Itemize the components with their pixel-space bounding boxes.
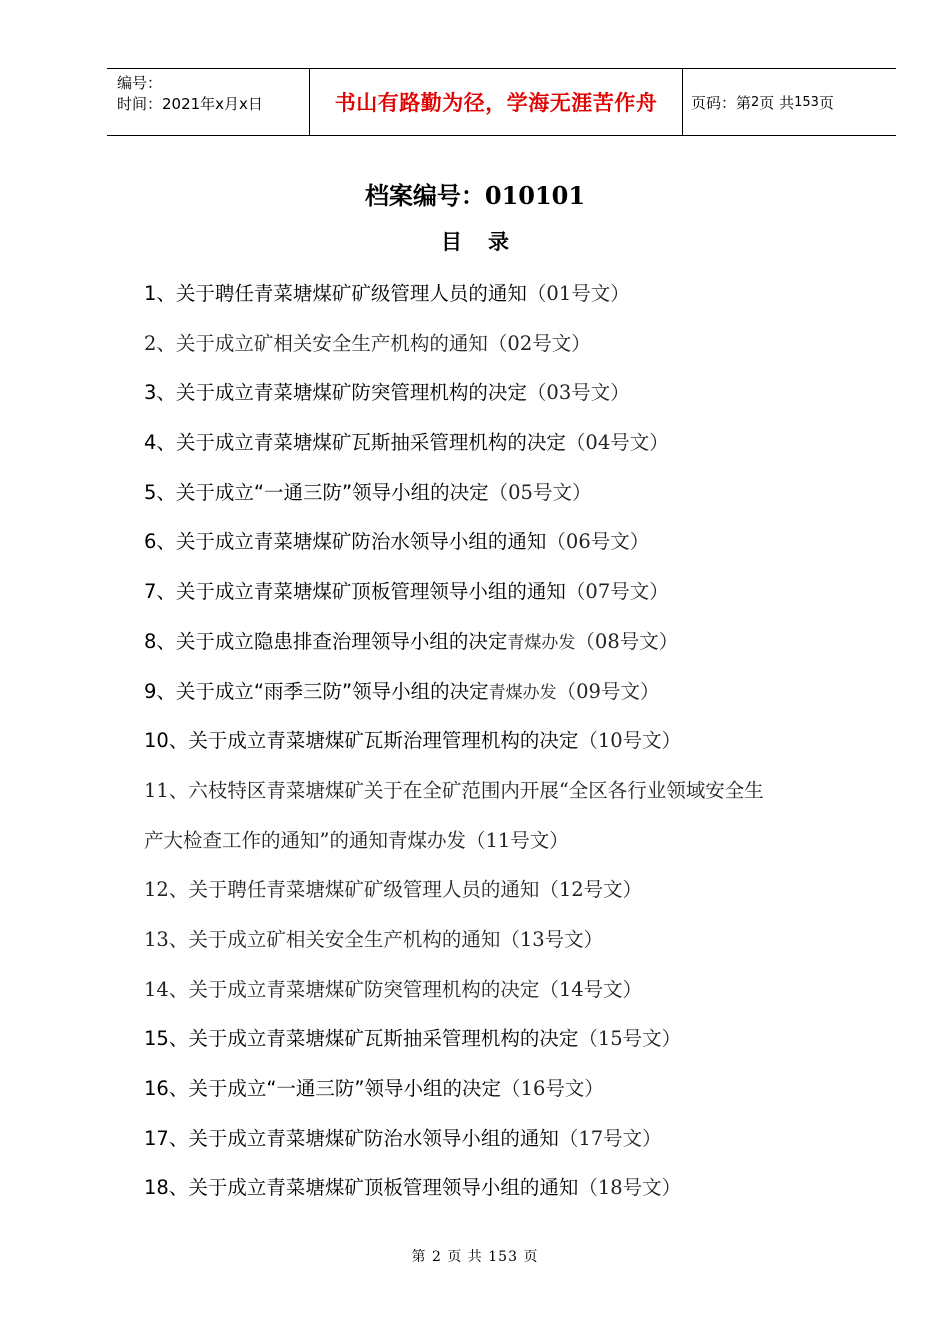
toc-item-title: 8、关于成立隐患排查治理领导小组的决定: [144, 629, 508, 653]
toc-item-title: 16、关于成立“一通三防”领导小组的决定: [144, 1077, 502, 1100]
footer-page-suffix: 页: [523, 1249, 539, 1265]
toc-item-ref: （04号文）: [565, 431, 669, 455]
footer-page-prefix: 第: [411, 1249, 427, 1265]
header-meta: [107, 69, 310, 135]
toc-item-ref: （11号文）: [465, 828, 569, 852]
toc-item: [144, 719, 864, 769]
header-page-prefix: 页码：第: [691, 93, 752, 112]
toc-item-title: 10、关于成立青菜塘煤矿瓦斯治理管理机构的决定: [144, 729, 579, 753]
toc-item: [144, 868, 864, 918]
toc-item-issuer: 青煤办发: [507, 632, 576, 653]
toc-item-title: 7、关于成立青菜塘煤矿顶板管理领导小组的通知: [144, 580, 566, 604]
toc-item-ref: （10号文）: [578, 729, 682, 753]
toc-item-ref: （07号文）: [565, 580, 669, 604]
document-number-label: 编号：: [117, 74, 163, 92]
toc-item-ref: （01号文）: [526, 282, 630, 305]
toc-item: [144, 670, 864, 720]
toc-item-title: 11、六枝特区青菜塘煤矿关于在全矿范围内开展“全区各行业领域安全生: [144, 778, 764, 802]
footer-page-mid: 页 共: [447, 1249, 483, 1265]
toc-item-title: 17、关于成立青菜塘煤矿防治水领导小组的通知: [144, 1126, 559, 1150]
toc-item-ref: （15号文）: [578, 1027, 682, 1051]
toc-item: [144, 1017, 864, 1067]
toc-item-title: 4、关于成立青菜塘煤矿瓦斯抽采管理机构的决定: [144, 431, 566, 455]
toc-item: [144, 421, 864, 471]
header-page-info: [683, 69, 896, 135]
toc-item: [144, 520, 864, 570]
header-page-suffix: 页: [818, 93, 834, 112]
toc-item-title: 15、关于成立青菜塘煤矿瓦斯抽采管理机构的决定: [144, 1027, 579, 1051]
toc-item-title: 5、关于成立“一通三防”领导小组的决定: [144, 480, 489, 504]
page-header: [107, 68, 896, 136]
toc-item: [144, 1067, 864, 1117]
page-footer: [0, 1246, 950, 1266]
toc-item-ref: （02号文）: [487, 331, 591, 355]
footer-page-current: 2: [431, 1249, 442, 1265]
toc-item: [144, 769, 864, 819]
toc-item-title: 14、关于成立青菜塘煤矿防突管理机构的决定: [144, 977, 540, 1001]
header-page-current: 2: [751, 94, 760, 110]
header-motto: 书山有路勤为径，学海无涯苦作舟: [334, 90, 658, 115]
toc-item-title: 6、关于成立青菜塘煤矿防治水领导小组的通知: [144, 530, 547, 554]
toc-item: [144, 272, 864, 322]
toc-item-title: 12、关于聘任青菜塘煤矿矿级管理人员的通知: [144, 878, 540, 902]
footer-page-total: 153: [488, 1249, 518, 1265]
toc-item-ref: （18号文）: [578, 1176, 682, 1200]
toc-item: [144, 968, 864, 1018]
toc-item: [144, 1166, 864, 1216]
toc-item: [144, 570, 864, 620]
toc-item-ref: （17号文）: [558, 1126, 662, 1150]
toc-item-ref: （13号文）: [500, 927, 604, 951]
toc-item-ref: （12号文）: [539, 878, 643, 902]
toc-item: [144, 1117, 864, 1167]
toc-item-title: 9、关于成立“雨季三防”领导小组的决定: [144, 679, 489, 703]
toc-item-ref: （06号文）: [546, 530, 650, 554]
toc-item: [144, 471, 864, 521]
toc-item-ref: （03号文）: [526, 381, 630, 405]
table-of-contents: [144, 272, 864, 1216]
document-date: 时间：2021年x月x日: [117, 95, 263, 113]
header-motto-cell: [310, 69, 683, 135]
toc-item-title: 18、关于成立青菜塘煤矿顶板管理领导小组的通知: [144, 1176, 579, 1200]
header-page-mid: 页 共: [759, 93, 795, 112]
toc-item-title: 13、关于成立矿相关安全生产机构的通知: [144, 927, 501, 951]
toc-item: [144, 322, 864, 372]
toc-item-title: 1、关于聘任青菜塘煤矿矿级管理人员的通知: [144, 282, 527, 305]
toc-item-ref: （05号文）: [488, 480, 592, 504]
header-page-total: 153: [794, 94, 819, 110]
toc-item: [144, 819, 864, 869]
toc-heading: 目录: [441, 230, 535, 254]
toc-item-ref: （08号文）: [575, 629, 679, 653]
toc-item-ref: （14号文）: [539, 977, 643, 1001]
archive-number-title: 档案编号：010101: [364, 181, 586, 210]
toc-item: [144, 371, 864, 421]
toc-item: [144, 918, 864, 968]
toc-item-title: 3、关于成立青菜塘煤矿防突管理机构的决定: [144, 381, 527, 405]
toc-item-ref: （09号文）: [556, 679, 660, 703]
toc-item-issuer: 青煤办发: [488, 682, 557, 703]
toc-item-title: 2、关于成立矿相关安全生产机构的通知: [144, 331, 488, 355]
toc-item-ref: （16号文）: [501, 1077, 604, 1100]
toc-item: [144, 620, 864, 670]
toc-item-title: 产大检查工作的通知”的通知青煤办发: [144, 828, 466, 852]
